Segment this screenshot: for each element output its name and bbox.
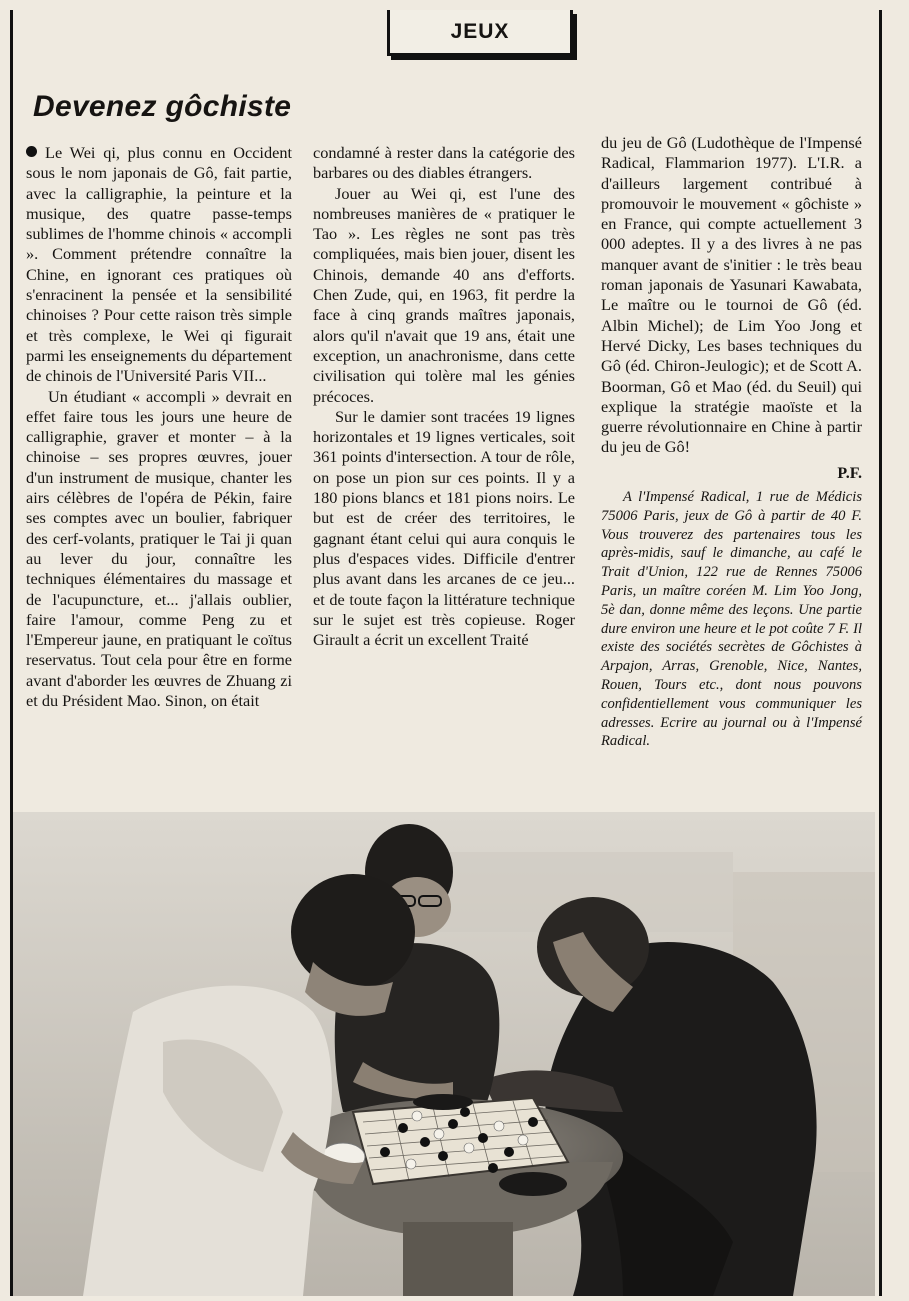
article-column-3 [601,133,862,751]
author-signature: P.F. [837,464,862,482]
section-label-text: JEUX [450,19,510,43]
bullet-icon [26,146,37,157]
article-column-1 [26,143,292,711]
paragraph-1: Le Wei qi, plus connu en Occident sous le nom japonais de Gô, fait partie, avec la calligraphie, la peinture et la musique, des quatre passe-temps sublimes de l'homme chinois « accompli ». Comment prétendre connaître la Chine, en ignorant ces pratiques où s'enracinent la pensée et la sensibilité chinoises ? Pour cette raison très simple et très complexe, le Wei qi figurait parmi les enseignements du département de chinois de l'Université Paris VII... [26,143,292,386]
paragraph-5: Sur le damier sont tracées 19 lignes horizontales et 19 lignes verticales, soit 361 points d'intersection. A tour de rôle, on pose un pion sur ces points. Il y a 180 pions blancs et 181 pions noirs. Le but est de créer des territoires, le gagnant étant celui qui aura conquis le plus d'espaces vides. Difficile d'entrer plus avant dans les arcanes de ce jeu... et de toute façon la littérature technique sur le sujet est très copieuse. Roger Girault a écrit un excellent Traité [313,406,575,650]
section-label [387,10,573,56]
bleed-through [790,60,794,78]
go-players-photo [13,812,875,1296]
article-headline: Devenez gôchiste [33,90,292,123]
paragraph-6: du jeu de Gô (Ludothèque de l'Impensé Radical, Flammarion 1977). L'I.R. a d'ailleurs largement contribué à promouvoir le mouvement « gôchiste » en France, qui compte actuellement 3 000 adeptes. Il y a des livres à ne pas manquer avant de s'initier : le très beau roman japonais de Yasunari Kawabata, Le maître ou le tournoi de Gô (éd. Albin Michel); de Lim Yoo Jong et Hervé Dicky, Les bases techniques du Gô (éd. Chiron-Jeulogic); et de Scott A. Boorman, Gô et Mao (éd. du Seuil) qui explique la stratégie maoïste et la guerre révolutionnaire en Chine à partir du jeu de Gô! [601,133,862,457]
practical-info-text: A l'Impensé Radical, 1 rue de Médicis 75006 Paris, jeux de Gô à partir de 40 F. Vous trouverez des partenaires tous les après-midis, sauf le dimanche, au café le Trait d'Union, 122 rue de Rennes 75006 Paris, un maître coréen M. Lim Yoo Jong, 5è dan, donne même des leçons. Une partie dure environ une heure et le pot coûte 7 F. Il existe des sociétés secrètes de Gôchistes à Arpajon, Arras, Grenoble, Nice, Nantes, Rouen, Tours etc., dont nous pouvons confidentiellement vous communiquer les adresses. Ecrire au journal ou à l'Impensé Radical. [601,489,862,750]
article-column-2 [313,143,575,650]
paragraph-3: condamné à rester dans la catégorie des barbares ou des diables étrangers. [313,143,575,183]
paragraph-2: Un étudiant « accompli » devrait en effet faire tous les jours une heure de calligraphie, graver et monter – à la chinoise – ses propres œuvres, jouer d'un instrument de musique, chanter les airs célèbres de l'opéra de Pékin, faire ses comptes avec un boulier, fabriquer des cerf-volants, pratiquer le Tai ji quan au lever du jour, connaître les techniques élémentaires du massage et de l'acupuncture, et... j'allais oublier, faire l'amour, comme Peng zu et l'Empereur jaune, en pratiquant le coïtus reservatus. Tout cela pour être en forme avant d'aborder les œuvres de Zhuang zi et du Président Mao. Sinon, on était [26,386,292,711]
paragraph-4: Jouer au Wei qi, est l'une des nombreuses manières de « pratiquer le Tao ». Les règles ne sont pas très compliquées, mais bien jouer, disent les Chinois, demande 40 ans d'efforts. Chen Zude, qui, en 1963, fit perdre la face à cinq grands maîtres japonais, alors qu'il n'avait que 19 ans, était une exception, un anachronisme, dans cette civilisation qui tolère mal les génies précoces. [313,183,575,406]
practical-info [601,488,862,751]
go-players-photo-illustration [13,812,875,1296]
